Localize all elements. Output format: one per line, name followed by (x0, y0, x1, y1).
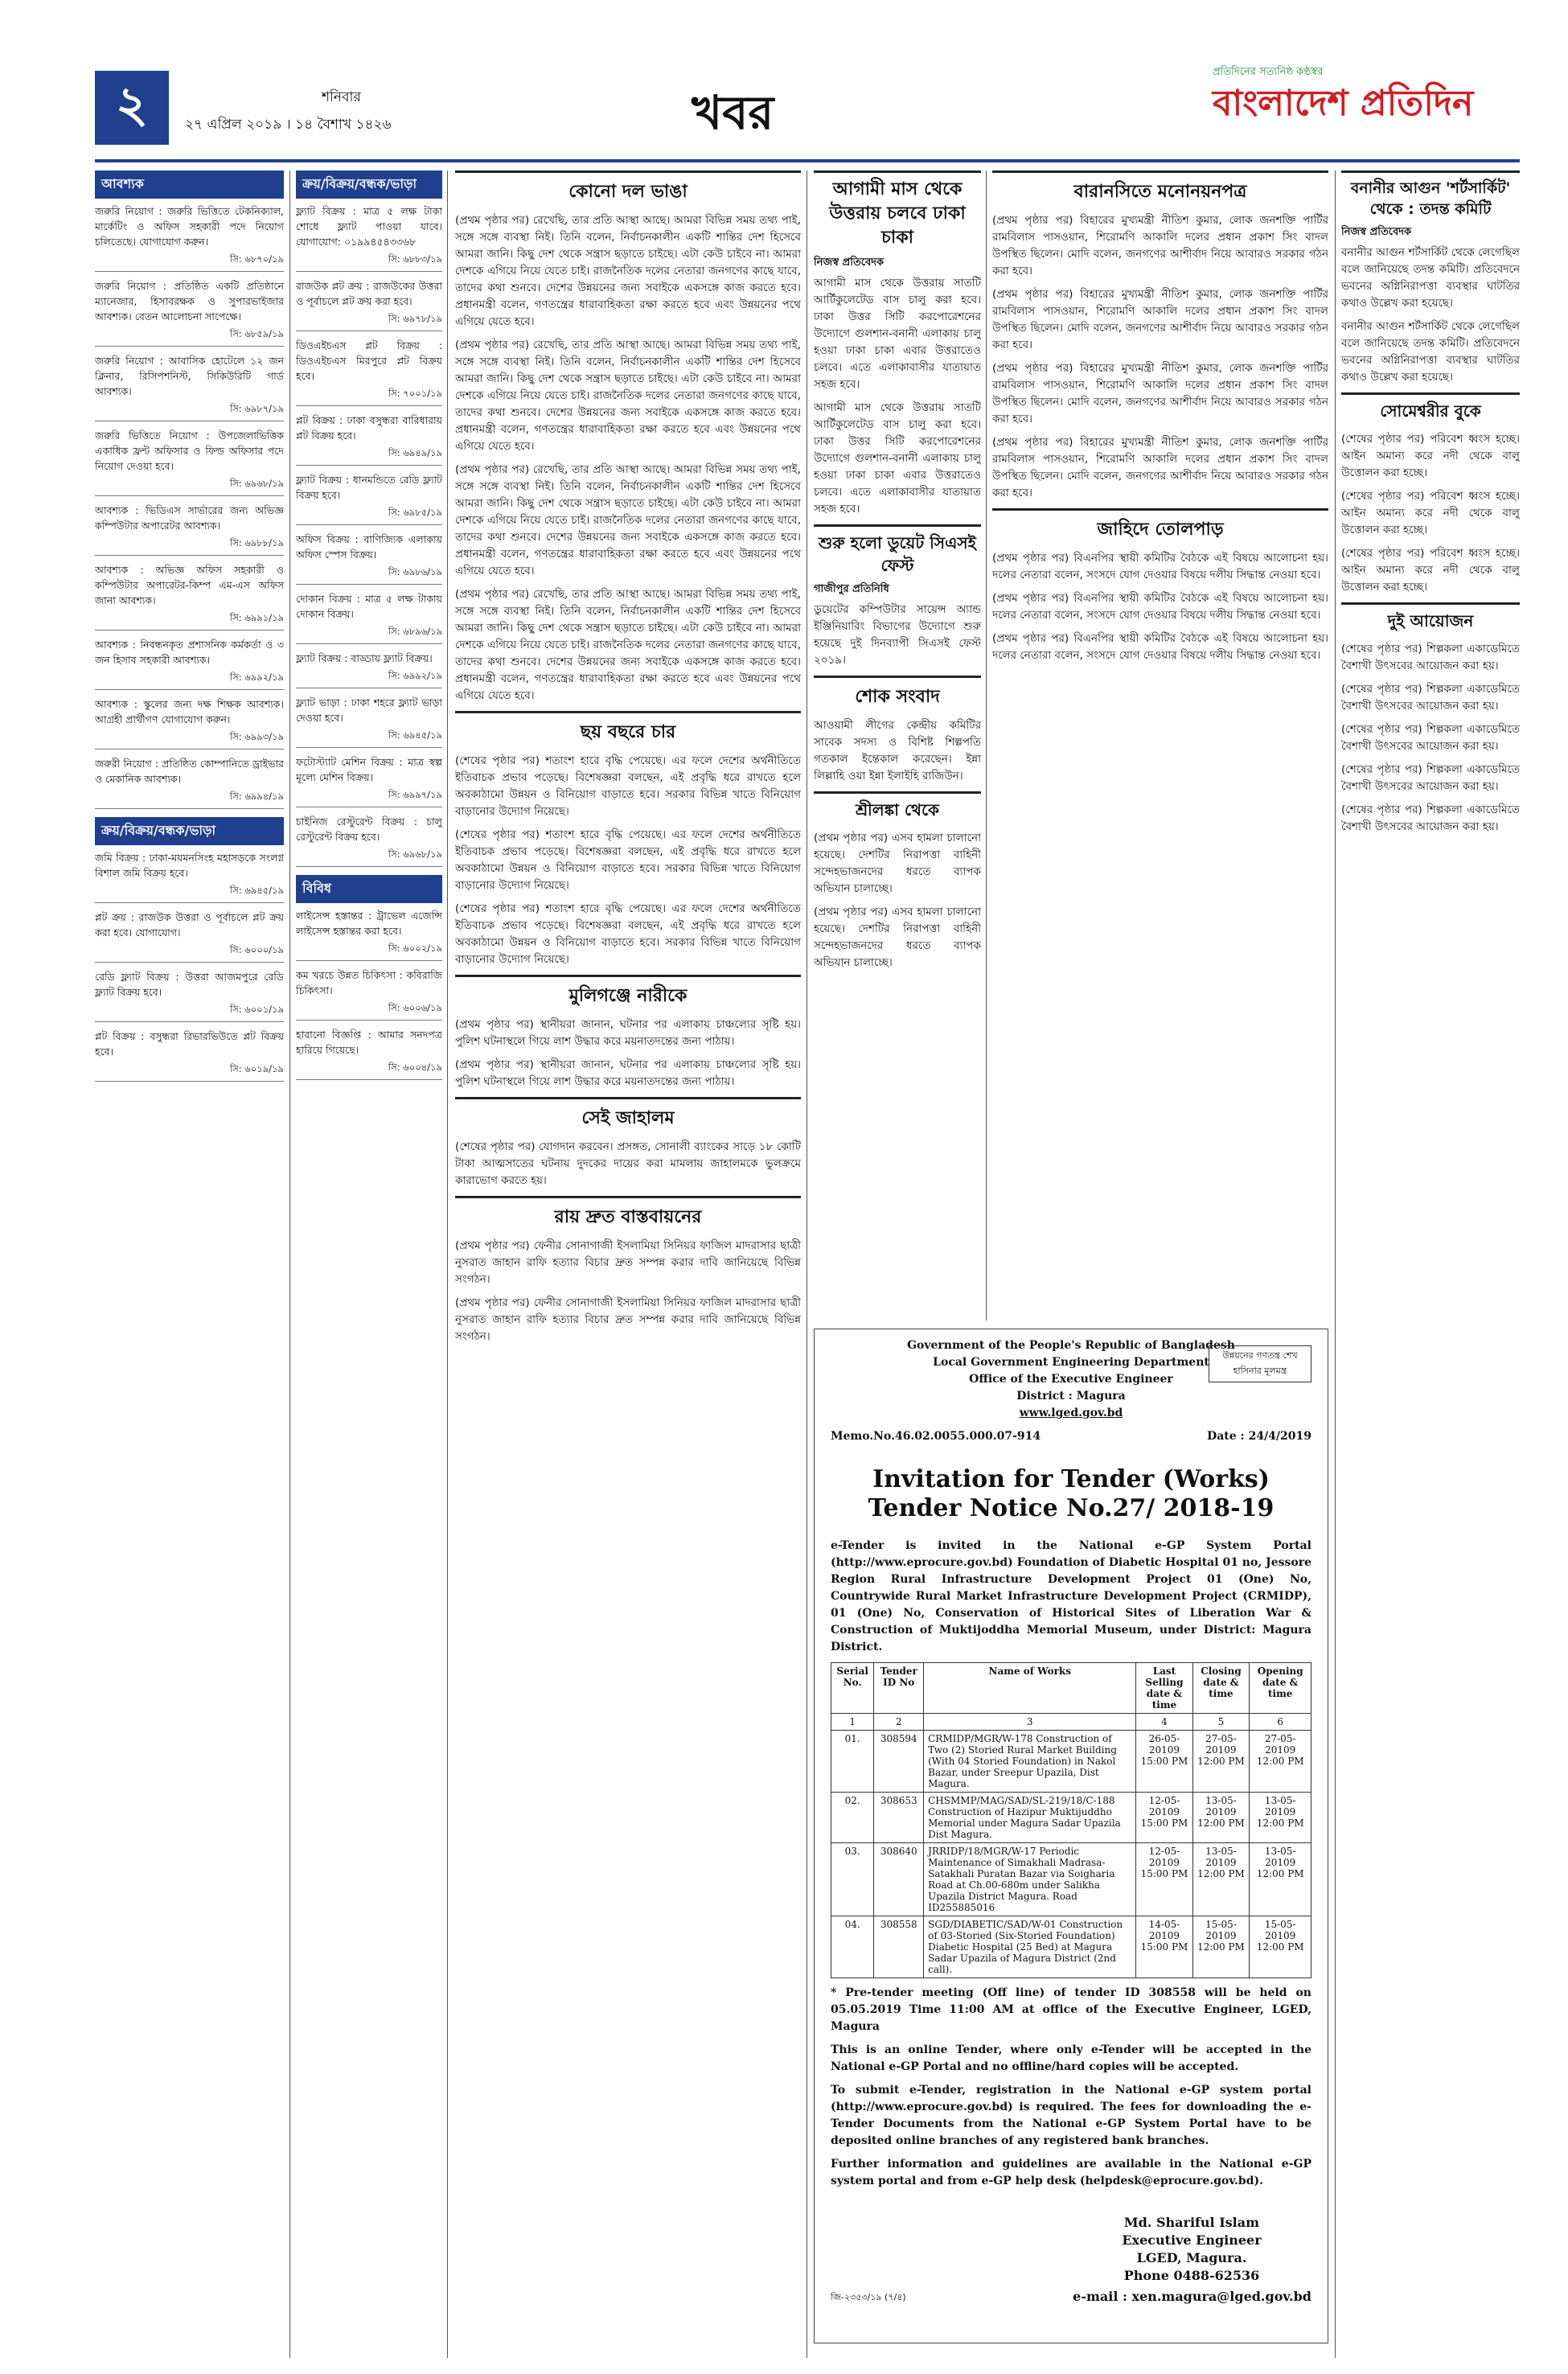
tender-paragraph: Further information and guidelines are available in the National e-GP system portal and from e-GP help desk (helpdesk@eprocure.gov.bd). (831, 2158, 1311, 2187)
article-title: জাহিদে তোলপাড় (1097, 520, 1224, 540)
article-title: সেই জাহালম (581, 1108, 675, 1128)
table-cell-close: 13-05-20109 12:00 PM (1192, 1843, 1250, 1916)
tender-date: Date : 24/4/2019 (1207, 1430, 1311, 1443)
classified-ref: সি: ৬০০২/১৯ (296, 942, 442, 961)
article-title: আগামী মাস থেকে উত্তরায় চলবে ঢাকা চাকা (829, 179, 966, 248)
classified-ad (296, 338, 442, 406)
classified-ref: সি: ৬৯৯২/১৯ (296, 669, 442, 688)
article-someshwari (1341, 392, 1520, 596)
classified-ad (296, 203, 442, 272)
classified-ref: সি: ৬৯৭৮/১৯ (296, 312, 442, 331)
article-body: আগামী মাস থেকে উত্তরায় সাতটি আর্টিকুলেটেড বাস চালু করা হবে। ঢাকা উত্তর সিটি করপোরেশনের উদ্যোগে গুলশান-বনানী এলাকায় চালু হওয়া ঢাকা চাকা এবার উত্তরাতেও চলবে। এতে এলাকাবাসীর যাতায়াত সহজ হবে। (814, 401, 981, 515)
newspaper-logo (1213, 64, 1518, 153)
classified-heading: ক্রয়/বিক্রয়/বন্ধক/ভাড়া (95, 817, 284, 845)
classified-ad (95, 353, 284, 421)
news-column-d (1341, 170, 1520, 2358)
classified-text: কম খরচে উন্নত চিকিৎসা : কবিরাজি চিকিৎসা। (296, 969, 442, 996)
classified-ad (296, 532, 442, 585)
table-header-cell: Tender ID No (874, 1663, 924, 1714)
article-title: ছয় বছরে চার (580, 722, 676, 742)
classified-text: ফ্ল্যাট বিক্রয় : ধানমন্ডিতে রেডি ফ্ল্যাট বিক্রয় হবে। (296, 474, 442, 501)
table-number-row (831, 1714, 1311, 1731)
table-row (831, 1793, 1311, 1843)
article-body: (প্রথম পৃষ্ঠার পর) রেখেছি, তার প্রতি আস্থা আছে। আমরা বিভিন্ন সময় তথ্য পাই, সঙ্গে সঙ্গে ব্যবস্থা নিই। তিনি বলেন, নির্বাচনকালীন একটি শান্তির দেশ হিসেবে আমরা জানি। কিছু দেশ থেকে সন্ত্রাস ছড়াতে চাইছে। এটা কেউ চাইবে না। আমরা দেশকে এগিয়ে নিয়ে যেতে চাই। রাজনৈতিক দলের নেতারা জনগণের কাছে যাবে, তাদের কথা শুনবে। দেশের উন্নয়নের জন্য সবাইকে একসঙ্গে কাজ করতে হবে। প্রধানমন্ত্রী বলেন, গণতন্ত্রের ধারাবাহিকতা রক্ষা করতে হবে এবং উন্নয়নের পথে এগিয়ে যেতে হবে। (455, 588, 801, 702)
classified-text: ডিওএইচএস প্লট বিক্রয় : ডিওএইচএস মিরপুরে প্লট বিক্রয় হবে। (296, 339, 442, 382)
classified-ad (95, 1029, 284, 1082)
table-cell-open: 13-05-20109 12:00 PM (1250, 1793, 1311, 1843)
table-cell-close: 13-05-20109 12:00 PM (1192, 1793, 1250, 1843)
table-cell-sl: 02. (831, 1793, 874, 1843)
classified-text: জরুরি নিয়োগ : জরুরি ভিত্তিতে টেকনিক্যাল, মার্কেটিং ও অফিস সহকারী পদে নিয়োগ চলিতেছে। যোগাযোগ করুন। (95, 205, 284, 248)
article-title: শুরু হলো ডুয়েট সিএসই ফেস্ট (819, 533, 976, 575)
table-cell-sell: 12-05-20109 15:00 PM (1136, 1843, 1192, 1916)
article-title: রায় দ্রুত বাস্তবায়নের (554, 1207, 702, 1227)
article-body: (শেষের পৃষ্ঠার পর) শিল্পকলা একাডেমিতে বৈশাখী উৎসবের আয়োজন করা হয়। (1341, 803, 1520, 833)
table-number-cell: 6 (1250, 1714, 1311, 1731)
tender-district: District : Magura (1016, 1390, 1126, 1403)
classified-text: চাইনিজ রেস্টুরেন্ট বিক্রয় : চালু রেস্টুরেন্ট বিক্রয় হবে। (296, 815, 442, 843)
table-cell-sell: 26-05-20109 15:00 PM (1136, 1731, 1192, 1793)
classified-text: প্লট বিক্রয় : ঢাকা বসুন্ধরা বারিধারায় প্লট বিক্রয় হবে। (296, 414, 442, 442)
classified-text: ফ্ল্যাট বিক্রয় : বাড্ডায় ফ্ল্যাট বিক্রয়। (296, 652, 433, 664)
classified-heading: বিবিধ (296, 875, 442, 903)
tender-gov: Government of the People's Republic of Bangladesh (907, 1339, 1235, 1352)
classified-ref: সি: ৬৯৬৮/১৯ (95, 477, 284, 496)
classified-list (95, 203, 284, 809)
classified-ref: সি: ৬০০০/১৯ (95, 943, 284, 963)
article-title: শোক সংবাদ (855, 687, 940, 707)
table-cell-id: 308594 (874, 1731, 924, 1793)
table-cell-name: SGD/DIABETIC/SAD/W-01 Construction of 03-Storied (Six-Storied Foundation) Diabetic Hospital (25 Bed) at Magura Sadar Upazila of Magura District (2nd call). (924, 1916, 1136, 1978)
column-divider (986, 170, 987, 1320)
classified-text: আবশ্যক : ভিডিএস সার্ভারের জন্য অভিজ্ঞ কম্পিউটার অপারেটর আবশ্যক। (95, 504, 284, 532)
article-body: (প্রথম পৃষ্ঠার পর) রেখেছি, তার প্রতি আস্থা আছে। আমরা বিভিন্ন সময় তথ্য পাই, সঙ্গে সঙ্গে ব্যবস্থা নিই। তিনি বলেন, নির্বাচনকালীন একটি শান্তির দেশ হিসেবে আমরা জানি। কিছু দেশ থেকে সন্ত্রাস ছড়াতে চাইছে। এটা কেউ চাইবে না। আমরা দেশকে এগিয়ে নিয়ে যেতে চাই। রাজনৈতিক দলের নেতারা জনগণের কাছে যাবে, তাদের কথা শুনবে। দেশের উন্নয়নের জন্য সবাইকে একসঙ্গে কাজ করতে হবে। প্রধানমন্ত্রী বলেন, গণতন্ত্রের ধারাবাহিকতা রক্ষা করতে হবে এবং উন্নয়নের পথে এগিয়ে যেতে হবে। (455, 214, 801, 328)
classified-heading: আবশ্যক (95, 170, 284, 199)
classified-text: জরুরি নিয়োগ : আবাসিক হোটেলে ১২ জন ক্লিনার, রিসিপশনিস্ট, সিকিউরিটি গার্ড আবশ্যক। (95, 355, 284, 397)
tender-title: Invitation for Tender (Works) (872, 1465, 1270, 1493)
classified-ref: সি: ৬০০৬/১৯ (296, 1001, 442, 1021)
table-header-cell: Last Selling date & time (1136, 1663, 1192, 1714)
table-header-cell: Opening date & time (1250, 1663, 1311, 1714)
table-body (831, 1731, 1311, 1978)
classified-ad (95, 428, 284, 496)
classified-heading: ক্রয়/বিক্রয়/বন্ধক/ভাড়া (296, 170, 442, 199)
table-number-cell: 3 (924, 1714, 1136, 1731)
table-cell-sell: 12-05-20109 15:00 PM (1136, 1793, 1192, 1843)
classified-ref: সি: ৬৯৮৫/১৯ (296, 506, 442, 525)
classified-ref: সি: ৬৯৯২/১৯ (95, 671, 284, 690)
classified-text: ফটোস্ট্যাট মেশিন বিক্রয় : মাত্র স্বল্প মূল্যে মেশিন বিক্রয়। (296, 756, 442, 783)
tender-notice (814, 1329, 1328, 2343)
classified-text: জরুরি নিয়োগ : প্রতিষ্ঠিত একটি প্রতিষ্ঠানে ম্যানেজার, হিসাবরক্ষক ও সুপারভাইজার আবশ্যক। বেতন আলোচনা সাপেক্ষে। (95, 280, 284, 322)
table-header-cell: Closing date & time (1192, 1663, 1250, 1714)
signatory-org: LGED, Magura. (1136, 2250, 1247, 2265)
article-byline: নিজস্ব প্রতিবেদক (1341, 226, 1412, 238)
table-cell-id: 308640 (874, 1843, 924, 1916)
classifieds-column-1 (95, 170, 284, 2358)
column-divider (1335, 170, 1336, 2358)
classified-text: জমি বিক্রয় : ঢাকা-ময়মনসিংহ মহাসড়কে সংলগ্ন বিশাল জমি বিক্রয় হবে। (95, 852, 284, 879)
classified-text: প্লট বিক্রয় : বসুন্ধরা রিভারভিউতে প্লট বিক্রয় হবে। (95, 1030, 284, 1058)
table-cell-open: 13-05-20109 12:00 PM (1250, 1843, 1311, 1916)
article-body: (প্রথম পৃষ্ঠার পর) ফেনীর সোনাগাজী ইসলামিয়া সিনিয়র ফাজিল মাদরাসার ছাত্রী নুসরাত জাহান রাফি হত্যার বিচার দ্রুত সম্পন্ন করার দাবি জানিয়েছে বিভিন্ন সংগঠন। (455, 1296, 801, 1343)
article-dhaka-chaka (814, 170, 981, 518)
classified-ad (95, 503, 284, 556)
classified-ad (95, 637, 284, 690)
article-body: আগামী মাস থেকে উত্তরায় সাতটি আর্টিকুলেটেড বাস চালু করা হবে। ঢাকা উত্তর সিটি করপোরেশনের উদ্যোগে গুলশান-বনানী এলাকায় চালু হওয়া ঢাকা চাকা এবার উত্তরাতেও চলবে। এতে এলাকাবাসীর যাতায়াত সহজ হবে। (814, 277, 981, 391)
article-body: আওয়ামী লীগের কেন্দ্রীয় কমিটির সাবেক সদস্য ও বিশিষ্ট শিল্পপতি গতকাল ইন্তেকাল করেছেন। ইন্না লিল্লাহি ওয়া ইন্না ইলাইহি রাজিউন। (814, 719, 981, 782)
article-body: (শেষের পৃষ্ঠার পর) শতাংশ হারে বৃদ্ধি পেয়েছে। এর ফলে দেশের অর্থনীতিতে ইতিবাচক প্রভাব পড়েছে। বিশেষজ্ঞরা বলছেন, এই প্রবৃদ্ধি ধরে রাখতে হলে অবকাঠামো উন্নয়ন ও বিনিয়োগ বাড়াতে হবে। সরকার বিভিন্ন খাতে বিনিয়োগ বাড়ানোর উদ্যোগ নিয়েছে। (455, 754, 801, 818)
article-jahid (992, 508, 1328, 664)
article-title: মুলিগঞ্জে নারীকে (569, 986, 688, 1006)
article-body: (প্রথম পৃষ্ঠার পর) বিহারের মুখ্যমন্ত্রী নীতিশ কুমার, লোক জনশক্তি পার্টির রামবিলাস পাসওয়ান, শিরোমণি আকালি দলের প্রধান প্রকাশ সিং বাদল উপস্থিত ছিলেন। মোদি বলেন, জনগণের আশীর্বাদ নিয়ে আবারও সরকার গঠন করা হবে। (992, 436, 1328, 499)
table-header-row (831, 1663, 1311, 1714)
article-jahalam (455, 1097, 801, 1189)
classified-ref: সি: ৬৯৯১/১৯ (95, 611, 284, 630)
article-byline: নিজস্ব প্রতিবেদক (814, 257, 885, 269)
tender-slogan: উন্নয়নের গণতন্ত্র শেখ হাসিনার মূলমন্ত্র (1209, 1345, 1311, 1382)
table-cell-id: 308653 (874, 1793, 924, 1843)
table-number-cell: 2 (874, 1714, 924, 1731)
classified-text: ফ্ল্যাট বিক্রয় : মাত্র ৫ লক্ষ টাকা শোধে ফ্ল্যাট পাওয়া যাবে। যোগাযোগ: ০১৯৯৪৫৪৩৩৬৮ (296, 205, 442, 248)
tender-paragraph: To submit e-Tender, registration in the National e-GP system portal (http://www.eprocure.gov.bd) is required. The fees for downloading the e-Tender Documents from the National e-GP System Portal have to be deposited online branches of any registered bank branches. (831, 2084, 1311, 2147)
header-rule (95, 159, 1520, 162)
classified-ref: সি: ৬৯৪৫/১৯ (296, 729, 442, 748)
table-row (831, 1916, 1311, 1978)
classified-ad (95, 203, 284, 272)
table-row (831, 1843, 1311, 1916)
classified-text: আবশ্যক : অভিজ্ঞ অফিস সহকারী ও কম্পিউটার অপারেটর-কিম্প এম-এস অফিস জানা আবশ্যক। (95, 564, 284, 606)
classified-ad (95, 562, 284, 630)
signatory-phone: Phone 0488-62536 (1123, 2268, 1260, 2283)
article-ray-druto (455, 1196, 801, 1345)
article-body: (শেষের পৃষ্ঠার পর) শতাংশ হারে বৃদ্ধি পেয়েছে। এর ফলে দেশের অর্থনীতিতে ইতিবাচক প্রভাব পড়েছে। বিশেষজ্ঞরা বলছেন, এই প্রবৃদ্ধি ধরে রাখতে হলে অবকাঠামো উন্নয়ন ও বিনিয়োগ বাড়াতে হবে। সরকার বিভিন্ন খাতে বিনিয়োগ বাড়ানোর উদ্যোগ নিয়েছে। (455, 902, 801, 966)
article-body: (প্রথম পৃষ্ঠার পর) বিএনপির স্থায়ী কমিটির বৈঠকে এই বিষয়ে আলোচনা হয়। দলের নেতারা বলেন, সংসদে যোগ দেওয়ার বিষয়ে দলীয় সিদ্ধান্ত নেওয়া হবে। (992, 552, 1328, 581)
article-dui-ayojon (1341, 602, 1520, 836)
classified-ref: সি: ৬৯৮৬/১৯ (296, 565, 442, 585)
tender-paragraph: This is an online Tender, where only e-Tender will be accepted in the National e-GP Portal and no offline/hard copies will be accepted. (831, 2043, 1311, 2073)
classified-text: জরুরি ভিত্তিতে নিয়োগ : উপজেলাভিত্তিক একাধিক ফ্রন্ট অফিসার ও ফিল্ড অফিসার পদে নিয়োগ দেওয়া হবে। (95, 429, 284, 472)
article-body: (প্রথম পৃষ্ঠার পর) বিহারের মুখ্যমন্ত্রী নীতিশ কুমার, লোক জনশক্তি পার্টির রামবিলাস পাসওয়ান, শিরোমণি আকালি দলের প্রধান প্রকাশ সিং বাদল উপস্থিত ছিলেন। মোদি বলেন, জনগণের আশীর্বাদ নিয়ে আবারও সরকার গঠন করা হবে। (992, 288, 1328, 351)
table-row (831, 1731, 1311, 1793)
article-body: (প্রথম পৃষ্ঠার পর) এসব হামলা চালানো হয়েছে। দেশটির নিরাপত্তা বাহিনী সন্দেহভাজনদের ধরতে ব্যাপক অভিযান চালাচ্ছে। (814, 906, 981, 969)
table-cell-name: CHSMMP/MAG/SAD/SL-219/18/C-188 Construction of Hazipur Muktijuddho Memorial under Magura Sadar Upazila Dist Magura. (924, 1793, 1136, 1843)
classified-text: ফ্ল্যাট ভাড়া : ঢাকা শহরে ফ্ল্যাট ভাড়া দেওয়া হবে। (296, 696, 442, 724)
article-body: (প্রথম পৃষ্ঠার পর) ফেনীর সোনাগাজী ইসলামিয়া সিনিয়র ফাজিল মাদরাসার ছাত্রী নুসরাত জাহান রাফি হত্যার বিচার দ্রুত সম্পন্ন করার দাবি জানিয়েছে বিভিন্ন সংগঠন। (455, 1239, 801, 1286)
classified-text: আবশ্যক : স্কুলের জন্য দক্ষ শিক্ষক আবশ্যক। আগ্রহী প্রার্থীগণ যোগাযোগ করুন। (95, 698, 284, 725)
article-body: (শেষের পৃষ্ঠার পর) পরিবেশ ধ্বংস হচ্ছে। আইন অমান্য করে নদী থেকে বালু উত্তোলন করা হচ্ছে। (1341, 547, 1520, 594)
table-cell-sl: 04. (831, 1916, 874, 1978)
classified-ad (296, 278, 442, 331)
article-body: বনানীর আগুন শর্টসার্কিট থেকে লেগেছিল বলে জানিয়েছে তদন্ত কমিটি। প্রতিবেদনে ভবনের অগ্নিনিরাপত্তা ব্যবস্থার ঘাটতির কথাও উল্লেখ করা হয়েছে। (1341, 320, 1520, 384)
tender-web: www.lged.gov.bd (1019, 1407, 1123, 1419)
classified-ad (95, 756, 284, 809)
classified-ref: সি: ৬০০১/১৯ (95, 1003, 284, 1022)
article-body: (শেষের পৃষ্ঠার পর) শিল্পকলা একাডেমিতে বৈশাখী উৎসবের আয়োজন করা হয়। (1341, 763, 1520, 793)
article-munshiganj (455, 975, 801, 1090)
article-body: (শেষের পৃষ্ঠার পর) যোগদান করবেন। প্রসঙ্গত, সোনালী ব্যাংকের সাড়ে ১৮ কোটি টাকা আত্মসাতের ঘটনায় দুদকের দায়ের করা মামলায় জাহালমকে ভুলক্রমে কারাভোগ করতে হয়। (455, 1140, 801, 1187)
classified-ad (95, 278, 284, 347)
classified-ref: সি: ৬৯৬৮/১৯ (296, 848, 442, 867)
ad-code: জি-২৩৫৩/১৯ (৭/৪) (831, 2292, 906, 2302)
header-day: শনিবার (322, 89, 361, 105)
classified-ref: সি: ৬৮৮৩/১৯ (296, 253, 442, 272)
article-body: বনানীর আগুন শর্টসার্কিট থেকে লেগেছিল বলে জানিয়েছে তদন্ত কমিটি। প্রতিবেদনে ভবনের অগ্নিনিরাপত্তা ব্যবস্থার ঘাটতির কথাও উল্লেখ করা হয়েছে। (1341, 246, 1520, 310)
classified-ad (296, 908, 442, 961)
signatory-title: Executive Engineer (1122, 2232, 1262, 2248)
table-cell-sl: 01. (831, 1731, 874, 1793)
classified-ad (95, 696, 284, 750)
article-body: (প্রথম পৃষ্ঠার পর) স্থানীয়রা জানান, ঘটনার পর এলাকায় চাঞ্চল্যের সৃষ্টি হয়। পুলিশ ঘটনাস্থলে গিয়ে লাশ উদ্ধার করে ময়নাতদন্তের জন্য পাঠায়। (455, 1018, 801, 1048)
classified-ad (296, 413, 442, 466)
classifieds-column-2 (296, 170, 442, 2358)
header-date: ২৭ এপ্রিল ২০১৯ । ১৪ বৈশাখ ১৪২৬ (185, 117, 392, 133)
classified-text: দোকান বিক্রয় : মাত্র ৫ লক্ষ টাকায় দোকান বিক্রয়। (296, 593, 442, 620)
article-body: (শেষের পৃষ্ঠার পর) পরিবেশ ধ্বংস হচ্ছে। আইন অমান্য করে নদী থেকে বালু উত্তোলন করা হচ্ছে। (1341, 433, 1520, 479)
classified-ref: সি: ৬৯৯৩/১৯ (95, 730, 284, 750)
logo-tagline: প্রতিদিনের সত্যনিষ্ঠ কণ্ঠস্বর (1213, 66, 1324, 78)
classified-text: জরুরী নিয়োগ : প্রতিষ্ঠিত কোম্পানিতে ড্রাইভার ও মেকানিক আবশ্যক। (95, 758, 284, 785)
classified-text: আবশ্যক : নিবন্ধনকৃত প্রশাসনিক কর্মকর্তা ও ৩ জন হিসাব সহকারী আবশ্যক। (95, 639, 284, 666)
classified-ad (296, 814, 442, 867)
article-body: (প্রথম পৃষ্ঠার পর) এসব হামলা চালানো হয়েছে। দেশটির নিরাপত্তা বাহিনী সন্দেহভাজনদের ধরতে ব্যাপক অভিযান চালাচ্ছে। (814, 832, 981, 895)
classified-text: রাজউক প্লট ক্রয় : রাজউকের উত্তরা ও পূর্বাচলে প্লট ক্রয় করা হবে। (296, 280, 442, 307)
column-divider (447, 170, 448, 2358)
classified-ad (95, 910, 284, 963)
classified-text: হারানো বিজ্ঞপ্তি : আমার সনদপত্র হারিয়ে গিয়েছে। (296, 1029, 442, 1056)
article-body: (প্রথম পৃষ্ঠার পর) স্থানীয়রা জানান, ঘটনার পর এলাকায় চাঞ্চল্যের সৃষ্টি হয়। পুলিশ ঘটনাস্থলে গিয়ে লাশ উদ্ধার করে ময়নাতদন্তের জন্য পাঠায়। (455, 1058, 801, 1088)
article-title: দুই আয়োজন (1387, 611, 1474, 630)
classified-ad (296, 754, 442, 807)
classified-ad (296, 1027, 442, 1080)
classified-ad (95, 969, 284, 1022)
article-srilanka (814, 791, 981, 971)
classified-ad (296, 472, 442, 525)
classified-list (296, 203, 442, 867)
page-number: ২ (95, 71, 169, 145)
column-divider (289, 170, 290, 2358)
table-header-cell: Name of Works (924, 1663, 1136, 1714)
news-column-c (992, 170, 1328, 1320)
classified-ref: সি: ৬৯৯৪/১৯ (95, 790, 284, 809)
article-banani-fire (1341, 170, 1520, 386)
classified-ref: সি: ৬৮৭০/১৯ (95, 253, 284, 272)
classified-ref: সি: ৬৮৯৬/১৯ (296, 625, 442, 644)
article-body: (শেষের পৃষ্ঠার পর) শতাংশ হারে বৃদ্ধি পেয়েছে। এর ফলে দেশের অর্থনীতিতে ইতিবাচক প্রভাব পড়েছে। বিশেষজ্ঞরা বলছেন, এই প্রবৃদ্ধি ধরে রাখতে হলে অবকাঠামো উন্নয়ন ও বিনিয়োগ বাড়াতে হবে। সরকার বিভিন্ন খাতে বিনিয়োগ বাড়ানোর উদ্যোগ নিয়েছে। (455, 828, 801, 892)
classified-ad (296, 651, 442, 688)
classified-ad (296, 695, 442, 748)
table-cell-name: JRRIDP/18/MGR/W-17 Periodic Maintenance of Simakhali Madrasa-Satakhali Puratan Bazar via Soigharia Road at Ch.00-680m under Salikha Upazila District Magura. Road ID255885016 (924, 1843, 1136, 1916)
classified-ad (296, 967, 442, 1021)
tender-office: Office of the Executive Engineer (969, 1373, 1173, 1386)
article-title: সোমেশ্বরীর বুকে (1380, 401, 1481, 421)
classified-ref: সি: ৬৯৪৯/১৯ (296, 446, 442, 466)
table-number-cell: 1 (831, 1714, 874, 1731)
classified-ref: সি: ৭০০১/১৯ (296, 387, 442, 406)
table-cell-close: 15-05-20109 12:00 PM (1192, 1916, 1250, 1978)
classified-ad (95, 850, 284, 903)
article-body: ডুয়েটের কম্পিউটার সায়েন্স অ্যান্ড ইঞ্জিনিয়ারিং বিভাগের উদ্যোগে শুরু হয়েছে দুই দিনব্যাপী সিএসই ফেস্ট ২০১৯। (814, 603, 981, 667)
article-body: (প্রথম পৃষ্ঠার পর) রেখেছি, তার প্রতি আস্থা আছে। আমরা বিভিন্ন সময় তথ্য পাই, সঙ্গে সঙ্গে ব্যবস্থা নিই। তিনি বলেন, নির্বাচনকালীন একটি শান্তির দেশ হিসেবে আমরা জানি। কিছু দেশ থেকে সন্ত্রাস ছড়াতে চাইছে। এটা কেউ চাইবে না। আমরা দেশকে এগিয়ে নিয়ে যেতে চাই। রাজনৈতিক দলের নেতারা জনগণের কাছে যাবে, তাদের কথা শুনবে। দেশের উন্নয়নের জন্য সবাইকে একসঙ্গে কাজ করতে হবে। প্রধানমন্ত্রী বলেন, গণতন্ত্রের ধারাবাহিকতা রক্ষা করতে হবে এবং উন্নয়নের পথে এগিয়ে যেতে হবে। (455, 463, 801, 577)
logo-title: বাংলাদেশ প্রতিদিন (1213, 83, 1474, 124)
article-title: বনানীর আগুন 'শর্টসার্কিট' থেকে : তদন্ত কমিটি (1350, 179, 1511, 218)
signatory-name: Md. Shariful Islam (1123, 2215, 1260, 2230)
tender-notice-no: Tender Notice No.27/ 2018-19 (868, 1494, 1275, 1522)
signatory-email: e-mail : xen.magura@lged.gov.bd (1073, 2289, 1311, 2304)
article-duet-fest (814, 524, 981, 669)
classified-text: লাইসেন্স হস্তান্তর : ট্রাভেল এজেন্সি লাইসেন্স হস্তান্তর করা হবে। (296, 910, 442, 937)
classified-text: প্লট ক্রয় : রাজউক উত্তরা ও পূর্বাচলে প্লট ক্রয় করা হবে। যোগাযোগ। (95, 911, 284, 939)
classified-ref: সি: ৬৯৯৭/১৯ (296, 788, 442, 807)
article-chhoy-bochhor (455, 711, 801, 968)
article-body: (শেষের পৃষ্ঠার পর) শিল্পকলা একাডেমিতে বৈশাখী উৎসবের আয়োজন করা হয়। (1341, 683, 1520, 713)
classified-text: অফিস বিক্রয় : বাণিজ্যিক এলাকায় অফিস স্পেস বিক্রয়। (296, 533, 442, 561)
tender-dept: Local Government Engineering Department (933, 1356, 1209, 1369)
article-body: (প্রথম পৃষ্ঠার পর) বিএনপির স্থায়ী কমিটির বৈঠকে এই বিষয়ে আলোচনা হয়। দলের নেতারা বলেন, সংসদে যোগ দেওয়ার বিষয়ে দলীয় সিদ্ধান্ত নেওয়া হবে। (992, 592, 1328, 622)
table-header-cell: Serial No. (831, 1663, 874, 1714)
tender-memo: Memo.No.46.02.0055.000.07-914 (831, 1430, 1041, 1443)
tender-table (831, 1662, 1311, 1978)
tender-note: * Pre-tender meeting (Off line) of tender ID 308558 will be held on 05.05.2019 Time 11:00 AM at office of the Executive Engineer, LGED, Magura (831, 1986, 1311, 2033)
article-body: (প্রথম পৃষ্ঠার পর) রেখেছি, তার প্রতি আস্থা আছে। আমরা বিভিন্ন সময় তথ্য পাই, সঙ্গে সঙ্গে ব্যবস্থা নিই। তিনি বলেন, নির্বাচনকালীন একটি শান্তির দেশ হিসেবে আমরা জানি। কিছু দেশ থেকে সন্ত্রাস ছড়াতে চাইছে। এটা কেউ চাইবে না। আমরা দেশকে এগিয়ে নিয়ে যেতে চাই। রাজনৈতিক দলের নেতারা জনগণের কাছে যাবে, তাদের কথা শুনবে। দেশের উন্নয়নের জন্য সবাইকে একসঙ্গে কাজ করতে হবে। প্রধানমন্ত্রী বলেন, গণতন্ত্রের ধারাবাহিকতা রক্ষা করতে হবে এবং উন্নয়নের পথে এগিয়ে যেতে হবে। (455, 339, 801, 453)
table-cell-close: 27-05-20109 12:00 PM (1192, 1731, 1250, 1793)
table-cell-sl: 03. (831, 1843, 874, 1916)
classified-text: রেডি ফ্ল্যাট বিক্রয় : উত্তরা আজমপুরে রেডি ফ্ল্যাট বিক্রয় হবে। (95, 971, 284, 998)
classified-ref: সি: ৬৮৫৯/১৯ (95, 327, 284, 347)
article-byline: গাজীপুর প্রতিনিধি (814, 583, 889, 595)
article-body: (শেষের পৃষ্ঠার পর) শিল্পকলা একাডেমিতে বৈশাখী উৎসবের আয়োজন করা হয়। (1341, 723, 1520, 753)
classified-ref: সি: ৬৯৪৫/১৯ (95, 884, 284, 903)
classified-ad (296, 591, 442, 644)
section-title: খবর (692, 85, 774, 140)
article-varanasi (992, 170, 1328, 502)
article-title: কোনো দল ভাঙা (569, 182, 688, 202)
article-body: (শেষের পৃষ্ঠার পর) শিল্পকলা একাডেমিতে বৈশাখী উৎসবের আয়োজন করা হয়। (1341, 643, 1520, 672)
table-cell-sell: 14-05-20109 15:00 PM (1136, 1916, 1192, 1978)
article-title: বারানসিতে মনোনয়নপত্র (1073, 182, 1247, 202)
article-body: (প্রথম পৃষ্ঠার পর) বিএনপির স্থায়ী কমিটির বৈঠকে এই বিষয়ে আলোচনা হয়। দলের নেতারা বলেন, সংসদে যোগ দেওয়ার বিষয়ে দলীয় সিদ্ধান্ত নেওয়া হবে। (992, 632, 1328, 662)
article-body: (প্রথম পৃষ্ঠার পর) বিহারের মুখ্যমন্ত্রী নীতিশ কুমার, লোক জনশক্তি পার্টির রামবিলাস পাসওয়ান, শিরোমণি আকালি দলের প্রধান প্রকাশ সিং বাদল উপস্থিত ছিলেন। মোদি বলেন, জনগণের আশীর্বাদ নিয়ে আবারও সরকার গঠন করা হবে। (992, 362, 1328, 425)
tender-intro: e-Tender is invited in the National e-GP System Portal (http://www.eprocure.gov.bd) Foundation of Diabetic Hospital 01 no, Jessore Region Rural Infrastructure Development Project 01 (One) No, Countrywide Rural Market Infrastructure Development Project (CRMIDP), 01 (One) No, Conservation of Historical Sites of Liberation War & Construction of Muktijoddha Memorial Museum, under District: Magura District. (831, 1539, 1311, 1653)
article-body: (প্রথম পৃষ্ঠার পর) বিহারের মুখ্যমন্ত্রী নীতিশ কুমার, লোক জনশক্তি পার্টির রামবিলাস পাসওয়ান, শিরোমণি আকালি দলের প্রধান প্রকাশ সিং বাদল উপস্থিত ছিলেন। মোদি বলেন, জনগণের আশীর্বাদ নিয়ে আবারও সরকার গঠন করা হবে। (992, 214, 1328, 277)
classified-ref: সি: ৬০০৪/১৯ (296, 1061, 442, 1080)
article-body: (শেষের পৃষ্ঠার পর) পরিবেশ ধ্বংস হচ্ছে। আইন অমান্য করে নদী থেকে বালু উত্তোলন করা হচ্ছে। (1341, 490, 1520, 536)
table-cell-open: 27-05-20109 12:00 PM (1250, 1731, 1311, 1793)
table-cell-open: 15-05-20109 12:00 PM (1250, 1916, 1311, 1978)
table-cell-name: CRMIDP/MGR/W-178 Construction of Two (2) Storied Rural Market Building (With 04 Storied Foundation) in Nakol Bazar, under Sreepur Upazila, Dist Magura. (924, 1731, 1136, 1793)
classified-ref: সি: ৬৯৮৮/১৯ (95, 536, 284, 556)
classified-list (95, 850, 284, 1082)
table-number-cell: 5 (1192, 1714, 1250, 1731)
table-number-cell: 4 (1136, 1714, 1192, 1731)
classified-list (296, 908, 442, 1080)
article-title: শ্রীলঙ্কা থেকে (855, 800, 940, 819)
classified-ref: সি: ৬০১৯/১৯ (95, 1062, 284, 1082)
article-kono-dol (455, 170, 801, 704)
news-column-b (814, 170, 981, 1320)
classified-ref: সি: ৬৯৮৭/১৯ (95, 402, 284, 421)
table-cell-id: 308558 (874, 1916, 924, 1978)
news-column-a (455, 170, 801, 2358)
article-shok-songbad (814, 676, 981, 785)
